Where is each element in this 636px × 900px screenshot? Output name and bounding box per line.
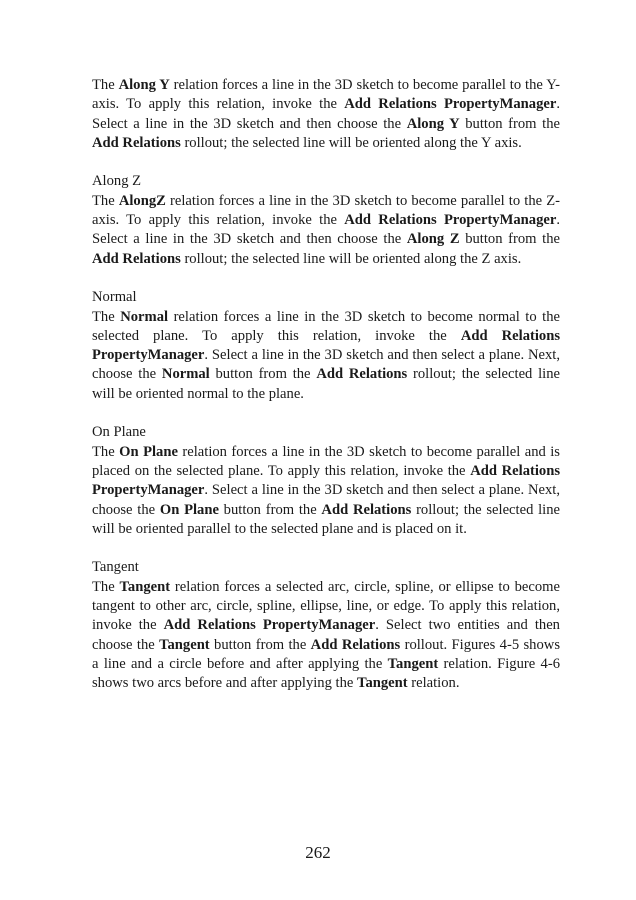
bold-term: Along Y: [118, 77, 170, 93]
sections-container: [92, 76, 560, 694]
bold-term: Add Relations PropertyManager: [344, 212, 557, 229]
section-paragraph: [92, 308, 560, 404]
bold-term: AlongZ: [118, 192, 166, 209]
text-run: rollout; the selected line will be oriented along the Y axis.: [180, 134, 522, 151]
text-run: button from the: [218, 501, 322, 518]
bold-term: Normal: [161, 366, 210, 383]
text-run: button from the: [459, 115, 560, 132]
text-run: rollout; the selected line will be oriented normal to the plane.: [92, 366, 560, 402]
text-run: relation. Figure 4-6 shows two arcs before and after applying the: [92, 655, 560, 692]
text-run: . Select a line in the 3D sketch and then choose the: [92, 212, 560, 248]
text-run: relation.: [407, 675, 460, 692]
section-paragraph: [92, 76, 560, 153]
text-run: relation forces a selected arc, circle, spline, or ellipse to become tangent to other arc, circle, spline, ellipse, line, or edge. To apply this relation, invoke the: [92, 578, 560, 634]
text-run: . Select two entities and then choose the: [92, 617, 560, 653]
text-run: . Select a line in the 3D sketch and then select a plane. Next, choose the: [92, 347, 560, 383]
bold-term: Along Z: [406, 231, 460, 248]
bold-term: Add Relations: [92, 134, 181, 151]
bold-term: Add Relations PropertyManager: [344, 96, 557, 113]
text-run: The: [92, 77, 119, 93]
bold-term: Tangent: [119, 578, 171, 595]
text-run: relation forces a line in the 3D sketch to become parallel to the Z-axis. To apply this relation, invoke the: [92, 192, 560, 229]
section-heading: Tangent: [92, 559, 139, 576]
bold-term: On Plane: [159, 501, 219, 518]
text-run: relation forces a line in the 3D sketch to become parallel to the Y-axis. To apply this relation, invoke the: [92, 77, 560, 113]
bold-term: Add Relations: [316, 366, 408, 383]
text-run: The: [92, 308, 121, 325]
text-run: The: [92, 443, 120, 460]
section-heading: On Plane: [92, 424, 146, 441]
text-run: The: [92, 192, 119, 209]
section-paragraph: [92, 443, 560, 539]
section-heading: Normal: [92, 289, 137, 306]
bold-term: On Plane: [119, 443, 178, 460]
page-number: 262: [305, 843, 331, 862]
bold-term: Tangent: [387, 655, 439, 672]
section-heading: Along Z: [92, 173, 142, 190]
text-run: rollout; the selected line will be oriented along the Z axis.: [180, 250, 522, 267]
bold-term: Add Relations PropertyManager: [163, 617, 376, 634]
page-body: [92, 76, 560, 713]
bold-term: Tangent: [357, 675, 408, 692]
bold-term: Along Y: [406, 115, 460, 132]
text-run: . Select a line in the 3D sketch and then choose the: [92, 96, 560, 132]
text-run: relation forces a line in the 3D sketch to become normal to the selected plane. To apply this relation, invoke the: [92, 308, 560, 344]
bold-term: Add Relations: [92, 250, 181, 267]
bold-term: Add Relations PropertyManager: [92, 327, 561, 364]
section-paragraph: [92, 192, 560, 269]
bold-term: Add Relations: [321, 501, 412, 518]
bold-term: Tangent: [159, 636, 210, 653]
section-paragraph: [92, 578, 560, 694]
bold-term: Normal: [120, 308, 169, 325]
bold-term: Add Relations: [310, 636, 401, 653]
text-run: The: [92, 578, 120, 595]
text-run: button from the: [209, 366, 317, 383]
text-run: . Select a line in the 3D sketch and then select a plane. Next, choose the: [92, 482, 560, 518]
text-run: button from the: [459, 231, 560, 248]
text-run: relation forces a line in the 3D sketch to become parallel and is placed on the selected plane. To apply this relation, invoke the: [92, 443, 560, 479]
text-run: rollout; the selected line will be oriented parallel to the selected plane and is placed on it.: [92, 501, 560, 537]
text-run: rollout. Figures 4-5 shows a line and a circle before and after applying the: [92, 636, 560, 672]
text-run: button from the: [209, 636, 311, 653]
bold-term: Add Relations PropertyManager: [92, 462, 561, 499]
